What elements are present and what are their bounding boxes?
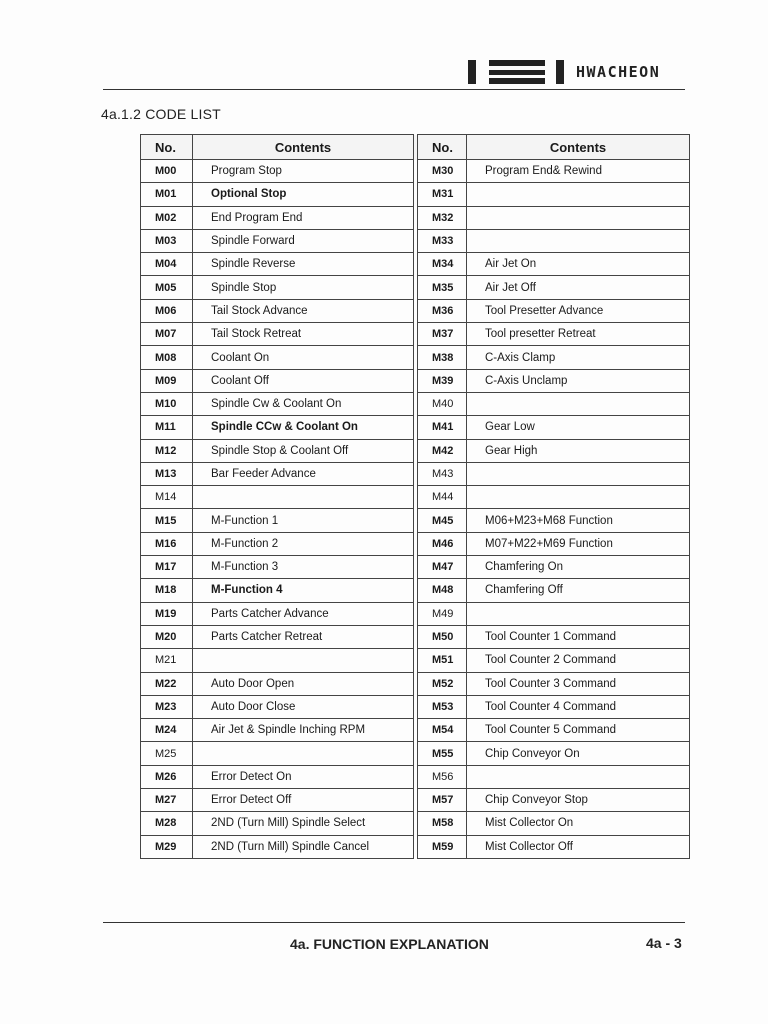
section-title: 4a.1.2 CODE LIST xyxy=(101,106,221,122)
code-number-right: M38 xyxy=(418,346,467,369)
table-row xyxy=(141,369,690,392)
code-contents-right: Tool Presetter Advance xyxy=(467,299,690,322)
code-number-right: M36 xyxy=(418,299,467,322)
code-number-right: M42 xyxy=(418,439,467,462)
code-number-left: M25 xyxy=(141,742,193,765)
code-number-left: M19 xyxy=(141,602,193,625)
code-number-right: M58 xyxy=(418,812,467,835)
code-contents-right: Chip Conveyor On xyxy=(467,742,690,765)
table-row xyxy=(141,346,690,369)
code-number-right: M44 xyxy=(418,486,467,509)
code-number-left: M08 xyxy=(141,346,193,369)
hwacheon-logo xyxy=(468,58,698,84)
code-number-left: M01 xyxy=(141,183,193,206)
code-contents-right: Gear High xyxy=(467,439,690,462)
table-row xyxy=(141,579,690,602)
code-contents-right: Chamfering On xyxy=(467,556,690,579)
code-contents-left: M-Function 3 xyxy=(193,556,414,579)
code-number-right: M46 xyxy=(418,532,467,555)
table-row xyxy=(141,160,690,183)
code-number-left: M29 xyxy=(141,835,193,858)
code-number-left: M16 xyxy=(141,532,193,555)
code-contents-left: End Program End xyxy=(193,206,414,229)
header-no-right: No. xyxy=(418,135,467,160)
code-contents-left: Error Detect On xyxy=(193,765,414,788)
code-contents-right: C-Axis Unclamp xyxy=(467,369,690,392)
code-number-left: M02 xyxy=(141,206,193,229)
table-header-row xyxy=(141,135,690,160)
table-row xyxy=(141,416,690,439)
header-rule xyxy=(103,89,685,90)
code-contents-right: Tool Counter 3 Command xyxy=(467,672,690,695)
code-contents-right xyxy=(467,462,690,485)
table-row xyxy=(141,462,690,485)
code-contents-right xyxy=(467,602,690,625)
code-contents-right: Tool Counter 5 Command xyxy=(467,719,690,742)
table-row xyxy=(141,672,690,695)
table-row xyxy=(141,765,690,788)
code-number-right: M43 xyxy=(418,462,467,485)
code-number-left: M03 xyxy=(141,229,193,252)
code-number-left: M10 xyxy=(141,392,193,415)
code-contents-right: M06+M23+M68 Function xyxy=(467,509,690,532)
code-number-left: M06 xyxy=(141,299,193,322)
code-contents-right: Tool Counter 4 Command xyxy=(467,695,690,718)
code-number-left: M07 xyxy=(141,323,193,346)
code-contents-right xyxy=(467,486,690,509)
table-row xyxy=(141,276,690,299)
table-row xyxy=(141,835,690,858)
code-number-left: M13 xyxy=(141,462,193,485)
table-row xyxy=(141,532,690,555)
table-row xyxy=(141,183,690,206)
code-contents-right: Air Jet Off xyxy=(467,276,690,299)
logo-bar-left-icon xyxy=(468,60,476,84)
code-number-left: M27 xyxy=(141,789,193,812)
code-number-left: M04 xyxy=(141,253,193,276)
code-contents-left: M-Function 4 xyxy=(193,579,414,602)
code-number-right: M39 xyxy=(418,369,467,392)
header-no-left: No. xyxy=(141,135,193,160)
table-row xyxy=(141,229,690,252)
code-number-left: M00 xyxy=(141,160,193,183)
code-list-table xyxy=(140,134,690,859)
code-contents-left: Program Stop xyxy=(193,160,414,183)
code-number-left: M21 xyxy=(141,649,193,672)
code-number-right: M57 xyxy=(418,789,467,812)
code-number-right: M56 xyxy=(418,765,467,788)
code-contents-left: Error Detect Off xyxy=(193,789,414,812)
code-contents-left: Coolant On xyxy=(193,346,414,369)
code-number-left: M15 xyxy=(141,509,193,532)
code-number-left: M24 xyxy=(141,719,193,742)
code-contents-right xyxy=(467,392,690,415)
table-row xyxy=(141,556,690,579)
code-contents-left: 2ND (Turn Mill) Spindle Cancel xyxy=(193,835,414,858)
code-number-right: M32 xyxy=(418,206,467,229)
code-number-left: M11 xyxy=(141,416,193,439)
code-contents-right: Air Jet On xyxy=(467,253,690,276)
code-contents-right: C-Axis Clamp xyxy=(467,346,690,369)
logo-bar-bottom-icon xyxy=(489,78,545,84)
page-number: 4a - 3 xyxy=(646,935,682,951)
table-row xyxy=(141,789,690,812)
table-row xyxy=(141,439,690,462)
code-contents-left xyxy=(193,486,414,509)
code-number-right: M33 xyxy=(418,229,467,252)
table-row xyxy=(141,253,690,276)
logo-text: HWACHEON xyxy=(576,63,661,81)
code-number-right: M35 xyxy=(418,276,467,299)
code-number-left: M26 xyxy=(141,765,193,788)
code-contents-right: Gear Low xyxy=(467,416,690,439)
table-row xyxy=(141,299,690,322)
logo-bar-top-icon xyxy=(489,60,545,66)
header-contents-left: Contents xyxy=(193,135,414,160)
code-number-right: M47 xyxy=(418,556,467,579)
code-number-left: M05 xyxy=(141,276,193,299)
code-contents-left: Tail Stock Retreat xyxy=(193,323,414,346)
code-contents-right: Mist Collector On xyxy=(467,812,690,835)
code-number-left: M18 xyxy=(141,579,193,602)
code-contents-right: Chamfering Off xyxy=(467,579,690,602)
code-number-right: M45 xyxy=(418,509,467,532)
code-contents-left: Bar Feeder Advance xyxy=(193,462,414,485)
table-row xyxy=(141,625,690,648)
table-row xyxy=(141,206,690,229)
code-number-right: M40 xyxy=(418,392,467,415)
code-contents-left: Spindle Forward xyxy=(193,229,414,252)
table-row xyxy=(141,392,690,415)
code-contents-right: Tool presetter Retreat xyxy=(467,323,690,346)
code-number-left: M20 xyxy=(141,625,193,648)
table-row xyxy=(141,486,690,509)
code-number-left: M28 xyxy=(141,812,193,835)
header-contents-right: Contents xyxy=(467,135,690,160)
code-number-right: M52 xyxy=(418,672,467,695)
logo-bar-mid-icon xyxy=(489,70,545,75)
code-contents-left: Parts Catcher Retreat xyxy=(193,625,414,648)
code-contents-right xyxy=(467,183,690,206)
code-contents-left: Tail Stock Advance xyxy=(193,299,414,322)
code-contents-left: M-Function 1 xyxy=(193,509,414,532)
code-number-right: M41 xyxy=(418,416,467,439)
code-contents-right: M07+M22+M69 Function xyxy=(467,532,690,555)
table-row xyxy=(141,509,690,532)
code-contents-right: Tool Counter 2 Command xyxy=(467,649,690,672)
code-contents-left: Auto Door Open xyxy=(193,672,414,695)
code-contents-left: Spindle Reverse xyxy=(193,253,414,276)
footer-rule xyxy=(103,922,685,923)
code-contents-left: Parts Catcher Advance xyxy=(193,602,414,625)
code-contents-left: Spindle Cw & Coolant On xyxy=(193,392,414,415)
table-row xyxy=(141,602,690,625)
table-row xyxy=(141,649,690,672)
code-contents-left xyxy=(193,649,414,672)
code-contents-left: 2ND (Turn Mill) Spindle Select xyxy=(193,812,414,835)
table-row xyxy=(141,719,690,742)
code-contents-left: Spindle Stop & Coolant Off xyxy=(193,439,414,462)
code-number-right: M34 xyxy=(418,253,467,276)
code-number-right: M59 xyxy=(418,835,467,858)
code-contents-right xyxy=(467,206,690,229)
code-number-right: M50 xyxy=(418,625,467,648)
code-number-right: M51 xyxy=(418,649,467,672)
code-number-left: M23 xyxy=(141,695,193,718)
footer-title: 4a. FUNCTION EXPLANATION xyxy=(290,936,489,952)
code-contents-left xyxy=(193,742,414,765)
code-contents-left: Spindle CCw & Coolant On xyxy=(193,416,414,439)
code-number-left: M09 xyxy=(141,369,193,392)
table-row xyxy=(141,323,690,346)
code-number-right: M55 xyxy=(418,742,467,765)
code-contents-left: Air Jet & Spindle Inching RPM xyxy=(193,719,414,742)
code-number-right: M37 xyxy=(418,323,467,346)
code-contents-left: Coolant Off xyxy=(193,369,414,392)
code-contents-left: Spindle Stop xyxy=(193,276,414,299)
code-contents-right: Tool Counter 1 Command xyxy=(467,625,690,648)
code-number-right: M49 xyxy=(418,602,467,625)
code-number-right: M53 xyxy=(418,695,467,718)
table-row xyxy=(141,742,690,765)
code-contents-right xyxy=(467,765,690,788)
code-contents-left: M-Function 2 xyxy=(193,532,414,555)
code-contents-left: Auto Door Close xyxy=(193,695,414,718)
code-number-left: M14 xyxy=(141,486,193,509)
logo-bar-right-icon xyxy=(556,60,564,84)
code-number-right: M30 xyxy=(418,160,467,183)
code-number-left: M12 xyxy=(141,439,193,462)
code-number-right: M54 xyxy=(418,719,467,742)
code-number-left: M17 xyxy=(141,556,193,579)
code-contents-right: Mist Collector Off xyxy=(467,835,690,858)
table-row xyxy=(141,695,690,718)
code-contents-right: Chip Conveyor Stop xyxy=(467,789,690,812)
code-number-left: M22 xyxy=(141,672,193,695)
code-contents-left: Optional Stop xyxy=(193,183,414,206)
code-list-body xyxy=(141,160,690,859)
table-row xyxy=(141,812,690,835)
code-contents-right xyxy=(467,229,690,252)
code-number-right: M31 xyxy=(418,183,467,206)
code-number-right: M48 xyxy=(418,579,467,602)
code-contents-right: Program End& Rewind xyxy=(467,160,690,183)
